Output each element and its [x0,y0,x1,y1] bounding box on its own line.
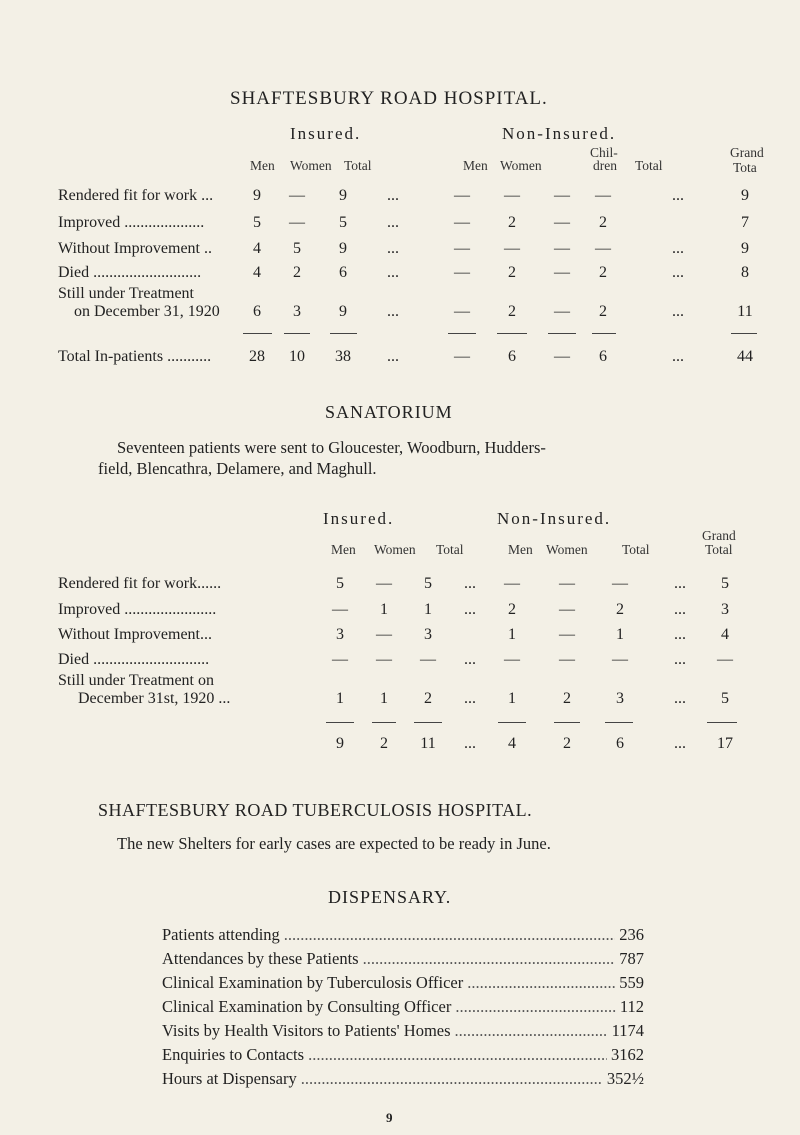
hospital-cell: — [454,240,470,257]
sanatorium-cell: — [504,575,520,592]
hospital-cell: — [595,187,611,204]
hospital-row-label: Rendered fit for work ... [58,187,214,204]
sanatorium-total-rule [414,722,442,723]
hospital-cell: 8 [741,264,749,281]
sanatorium-col-women: Women [374,542,416,557]
dispensary-item-value: 3162 [611,1045,644,1064]
insured-heading: Insured. [290,124,362,143]
hospital-cell: 2 [599,214,607,231]
hospital-cell: ... [387,187,399,204]
sanatorium-cell: ... [464,690,476,707]
dispensary-item [162,1069,644,1089]
dispensary-item-label: Enquiries to Contacts [162,1045,305,1064]
sanatorium-total-rule [498,722,526,723]
sanatorium-cell: 3 [336,626,344,643]
sanatorium-cell: 3 [721,601,729,618]
sanatorium-col-total: Total [436,542,464,557]
hospital-cell: 6 [253,303,261,320]
dispensary-item [162,949,644,969]
sanatorium-cell: — [376,651,392,668]
sanatorium-total-rule [605,722,633,723]
hospital-cell: ... [387,264,399,281]
hospital-cell: — [504,240,520,257]
sanatorium-cell: 2 [563,690,571,707]
dispensary-item-label: Clinical Examination by Tuberculosis Officer [162,973,464,992]
sanatorium-title: SANATORIUM [325,402,453,422]
hospital-cell: — [554,214,570,231]
dispensary-item-value: 787 [619,949,644,968]
sanatorium-cell: ... [674,690,686,707]
sanatorium-cell: 4 [721,626,729,643]
col-header-ni-men: Men [463,158,488,173]
sanatorium-col-grand: Grand [702,528,736,543]
col-header-ni-women: Women [500,158,542,173]
hospital-cell: — [454,214,470,231]
hospital-cell: — [554,303,570,320]
sanatorium-col-men: Men [331,542,356,557]
hospital-total-rule [731,333,757,334]
sanatorium-cell: — [559,575,575,592]
sanatorium-cell: 1 [380,690,388,707]
hospital-cell: ... [672,303,684,320]
dispensary-item [162,925,644,945]
sanatorium-para-line2: field, Blencathra, Delamere, and Maghull. [98,459,377,478]
non-insured-heading: Non-Insured. [502,124,617,143]
hospital-total-rule [448,333,476,334]
page-number: 9 [386,1110,393,1125]
sanatorium-total-cell: 6 [616,735,624,752]
sanatorium-row-label: Improved ....................... [58,601,217,618]
sanatorium-cell: 1 [424,601,432,618]
sanatorium-para-line1: Seventeen patients were sent to Gloucester, Woodburn, Hudders- [117,438,546,457]
sanatorium-row-label: Rendered fit for work...... [58,575,222,592]
sanatorium-total-rule [372,722,396,723]
hospital-row-label: Died ........................... [58,264,202,281]
hospital-total-cell: — [554,348,570,365]
hospital-cell: — [289,214,305,231]
sanatorium-non-insured-heading: Non-Insured. [497,509,612,528]
hospital-cell: — [554,264,570,281]
sanatorium-cell: 3 [616,690,624,707]
hospital-total-cell: 6 [508,348,516,365]
hospital-total-cell: 28 [249,348,265,365]
hospital-cell: ... [672,264,684,281]
sanatorium-cell: ... [674,651,686,668]
hospital-cell: 2 [599,303,607,320]
hospital-cell: 4 [253,264,261,281]
hospital-total-rule [330,333,357,334]
col-header-total: Total [344,158,372,173]
hospital-row-label: Still under Treatment [58,285,194,302]
hospital-cell: ... [387,214,399,231]
dispensary-item-value: 1174 [611,1021,644,1040]
dispensary-item-value: 559 [619,973,644,992]
hospital-cell: 5 [253,214,261,231]
sanatorium-cell: 5 [721,575,729,592]
hospital-cell: 5 [339,214,347,231]
hospital-cell: 5 [293,240,301,257]
hospital-title: SHAFTESBURY ROAD HOSPITAL. [230,88,548,109]
dot-leader [455,997,616,1017]
hospital-total-cell: ... [387,348,399,365]
dispensary-item-label: Patients attending [162,925,280,944]
hospital-cell: ... [672,187,684,204]
sanatorium-cell: ... [464,601,476,618]
dot-leader [284,925,615,945]
hospital-total-cell: — [454,348,470,365]
hospital-row-label: Improved .................... [58,214,205,231]
sanatorium-cell: 5 [721,690,729,707]
hospital-cell: 9 [741,240,749,257]
sanatorium-cell: ... [674,575,686,592]
sanatorium-cell: 1 [616,626,624,643]
sanatorium-total-rule [326,722,354,723]
sanatorium-cell: — [717,651,733,668]
dot-leader [455,1021,608,1041]
sanatorium-col-grand-total: Total [705,542,733,557]
dispensary-item [162,1045,644,1065]
dispensary-item-label: Attendances by these Patients [162,949,359,968]
sanatorium-cell: — [504,651,520,668]
sanatorium-cell: — [559,651,575,668]
sanatorium-cell: — [559,601,575,618]
sanatorium-cell: 5 [424,575,432,592]
hospital-cell: 2 [508,303,516,320]
hospital-cell: 3 [293,303,301,320]
sanatorium-total-cell: 2 [380,735,388,752]
sanatorium-cell: — [612,575,628,592]
hospital-cell: 6 [339,264,347,281]
hospital-cell: 9 [339,240,347,257]
col-header-women: Women [290,158,332,173]
hospital-cell: — [554,187,570,204]
sanatorium-cell: 1 [508,690,516,707]
hospital-cell: 4 [253,240,261,257]
sanatorium-cell: 2 [424,690,432,707]
hospital-row-label: Without Improvement .. [58,240,212,257]
dispensary-item-value: 112 [619,997,644,1016]
sanatorium-total-cell: 11 [420,735,436,752]
sanatorium-total-cell: ... [464,735,476,752]
col-header-ni-total: Total [635,158,663,173]
sanatorium-cell: — [376,626,392,643]
hospital-cell: — [554,240,570,257]
sanatorium-total-cell: 4 [508,735,516,752]
sanatorium-total-cell: 9 [336,735,344,752]
dispensary-item-label: Visits by Health Visitors to Patients' Homes [162,1021,451,1040]
sanatorium-insured-heading: Insured. [323,509,395,528]
sanatorium-cell: ... [674,601,686,618]
dispensary-item [162,973,644,993]
col-header-ni-dren: dren [593,158,617,173]
hospital-cell: 2 [599,264,607,281]
hospital-cell: 9 [741,187,749,204]
hospital-cell: ... [672,240,684,257]
hospital-total-cell: 6 [599,348,607,365]
sanatorium-total-cell: 17 [717,735,733,752]
sanatorium-cell: — [559,626,575,643]
hospital-cell: 9 [339,187,347,204]
sanatorium-cell: — [332,601,348,618]
dot-leader [308,1045,607,1065]
sanatorium-cell: 2 [616,601,624,618]
dispensary-item-label: Hours at Dispensary [162,1069,297,1088]
hospital-cell: — [454,264,470,281]
sanatorium-cell: — [376,575,392,592]
hospital-cell: 2 [508,214,516,231]
hospital-cell: — [504,187,520,204]
hospital-total-cell: 38 [335,348,351,365]
dispensary-item-label: Clinical Examination by Consulting Officer [162,997,452,1016]
hospital-cell: 2 [293,264,301,281]
hospital-total-rule [497,333,527,334]
sanatorium-col-ni-total: Total [622,542,650,557]
hospital-cell: — [454,303,470,320]
sanatorium-cell: 3 [424,626,432,643]
hospital-total-rule [592,333,616,334]
tb-hospital-title: SHAFTESBURY ROAD TUBERCULOSIS HOSPITAL. [98,800,533,820]
sanatorium-row-label-cont: December 31st, 1920 ... [78,690,231,707]
hospital-total-rule [548,333,576,334]
tb-hospital-text: The new Shelters for early cases are expected to be ready in June. [117,834,551,853]
sanatorium-cell: 1 [336,690,344,707]
sanatorium-total-rule [554,722,580,723]
hospital-cell: — [289,187,305,204]
sanatorium-cell: 1 [508,626,516,643]
sanatorium-cell: — [332,651,348,668]
sanatorium-row-label: Without Improvement... [58,626,212,643]
dispensary-title: DISPENSARY. [328,887,452,907]
sanatorium-cell: 2 [508,601,516,618]
hospital-cell: — [454,187,470,204]
sanatorium-cell: — [612,651,628,668]
hospital-cell: 11 [737,303,753,320]
sanatorium-row-label: Still under Treatment on [58,672,214,689]
hospital-cell: 9 [253,187,261,204]
sanatorium-total-rule [707,722,737,723]
sanatorium-cell: 5 [336,575,344,592]
sanatorium-col-ni-women: Women [546,542,588,557]
sanatorium-cell: ... [674,626,686,643]
sanatorium-total-cell: 2 [563,735,571,752]
hospital-total-cell: ... [672,348,684,365]
col-header-grand-total: Tota [733,160,757,175]
dispensary-item-value: 236 [619,925,644,944]
hospital-cell: — [595,240,611,257]
hospital-total-label: Total In-patients ........... [58,348,212,365]
col-header-men: Men [250,158,275,173]
sanatorium-cell: ... [464,651,476,668]
dispensary-item [162,997,644,1017]
hospital-total-cell: 10 [289,348,305,365]
col-header-grand: Grand [730,145,764,160]
hospital-total-rule [284,333,310,334]
sanatorium-row-label: Died ............................. [58,651,210,668]
hospital-cell: ... [387,240,399,257]
hospital-row-label-cont: on December 31, 1920 [74,303,220,320]
dot-leader [301,1069,603,1089]
dispensary-item [162,1021,644,1041]
sanatorium-cell: 1 [380,601,388,618]
dot-leader [467,973,615,993]
sanatorium-cell: — [420,651,436,668]
sanatorium-col-ni-men: Men [508,542,533,557]
hospital-cell: 9 [339,303,347,320]
hospital-cell: 2 [508,264,516,281]
dispensary-item-value: 352½ [606,1069,644,1088]
hospital-cell: ... [387,303,399,320]
sanatorium-cell: ... [464,575,476,592]
col-header-chil: Chil- [590,145,618,160]
hospital-total-rule [243,333,272,334]
dot-leader [363,949,616,969]
hospital-cell: 7 [741,214,749,231]
sanatorium-total-cell: ... [674,735,686,752]
hospital-total-cell: 44 [737,348,753,365]
